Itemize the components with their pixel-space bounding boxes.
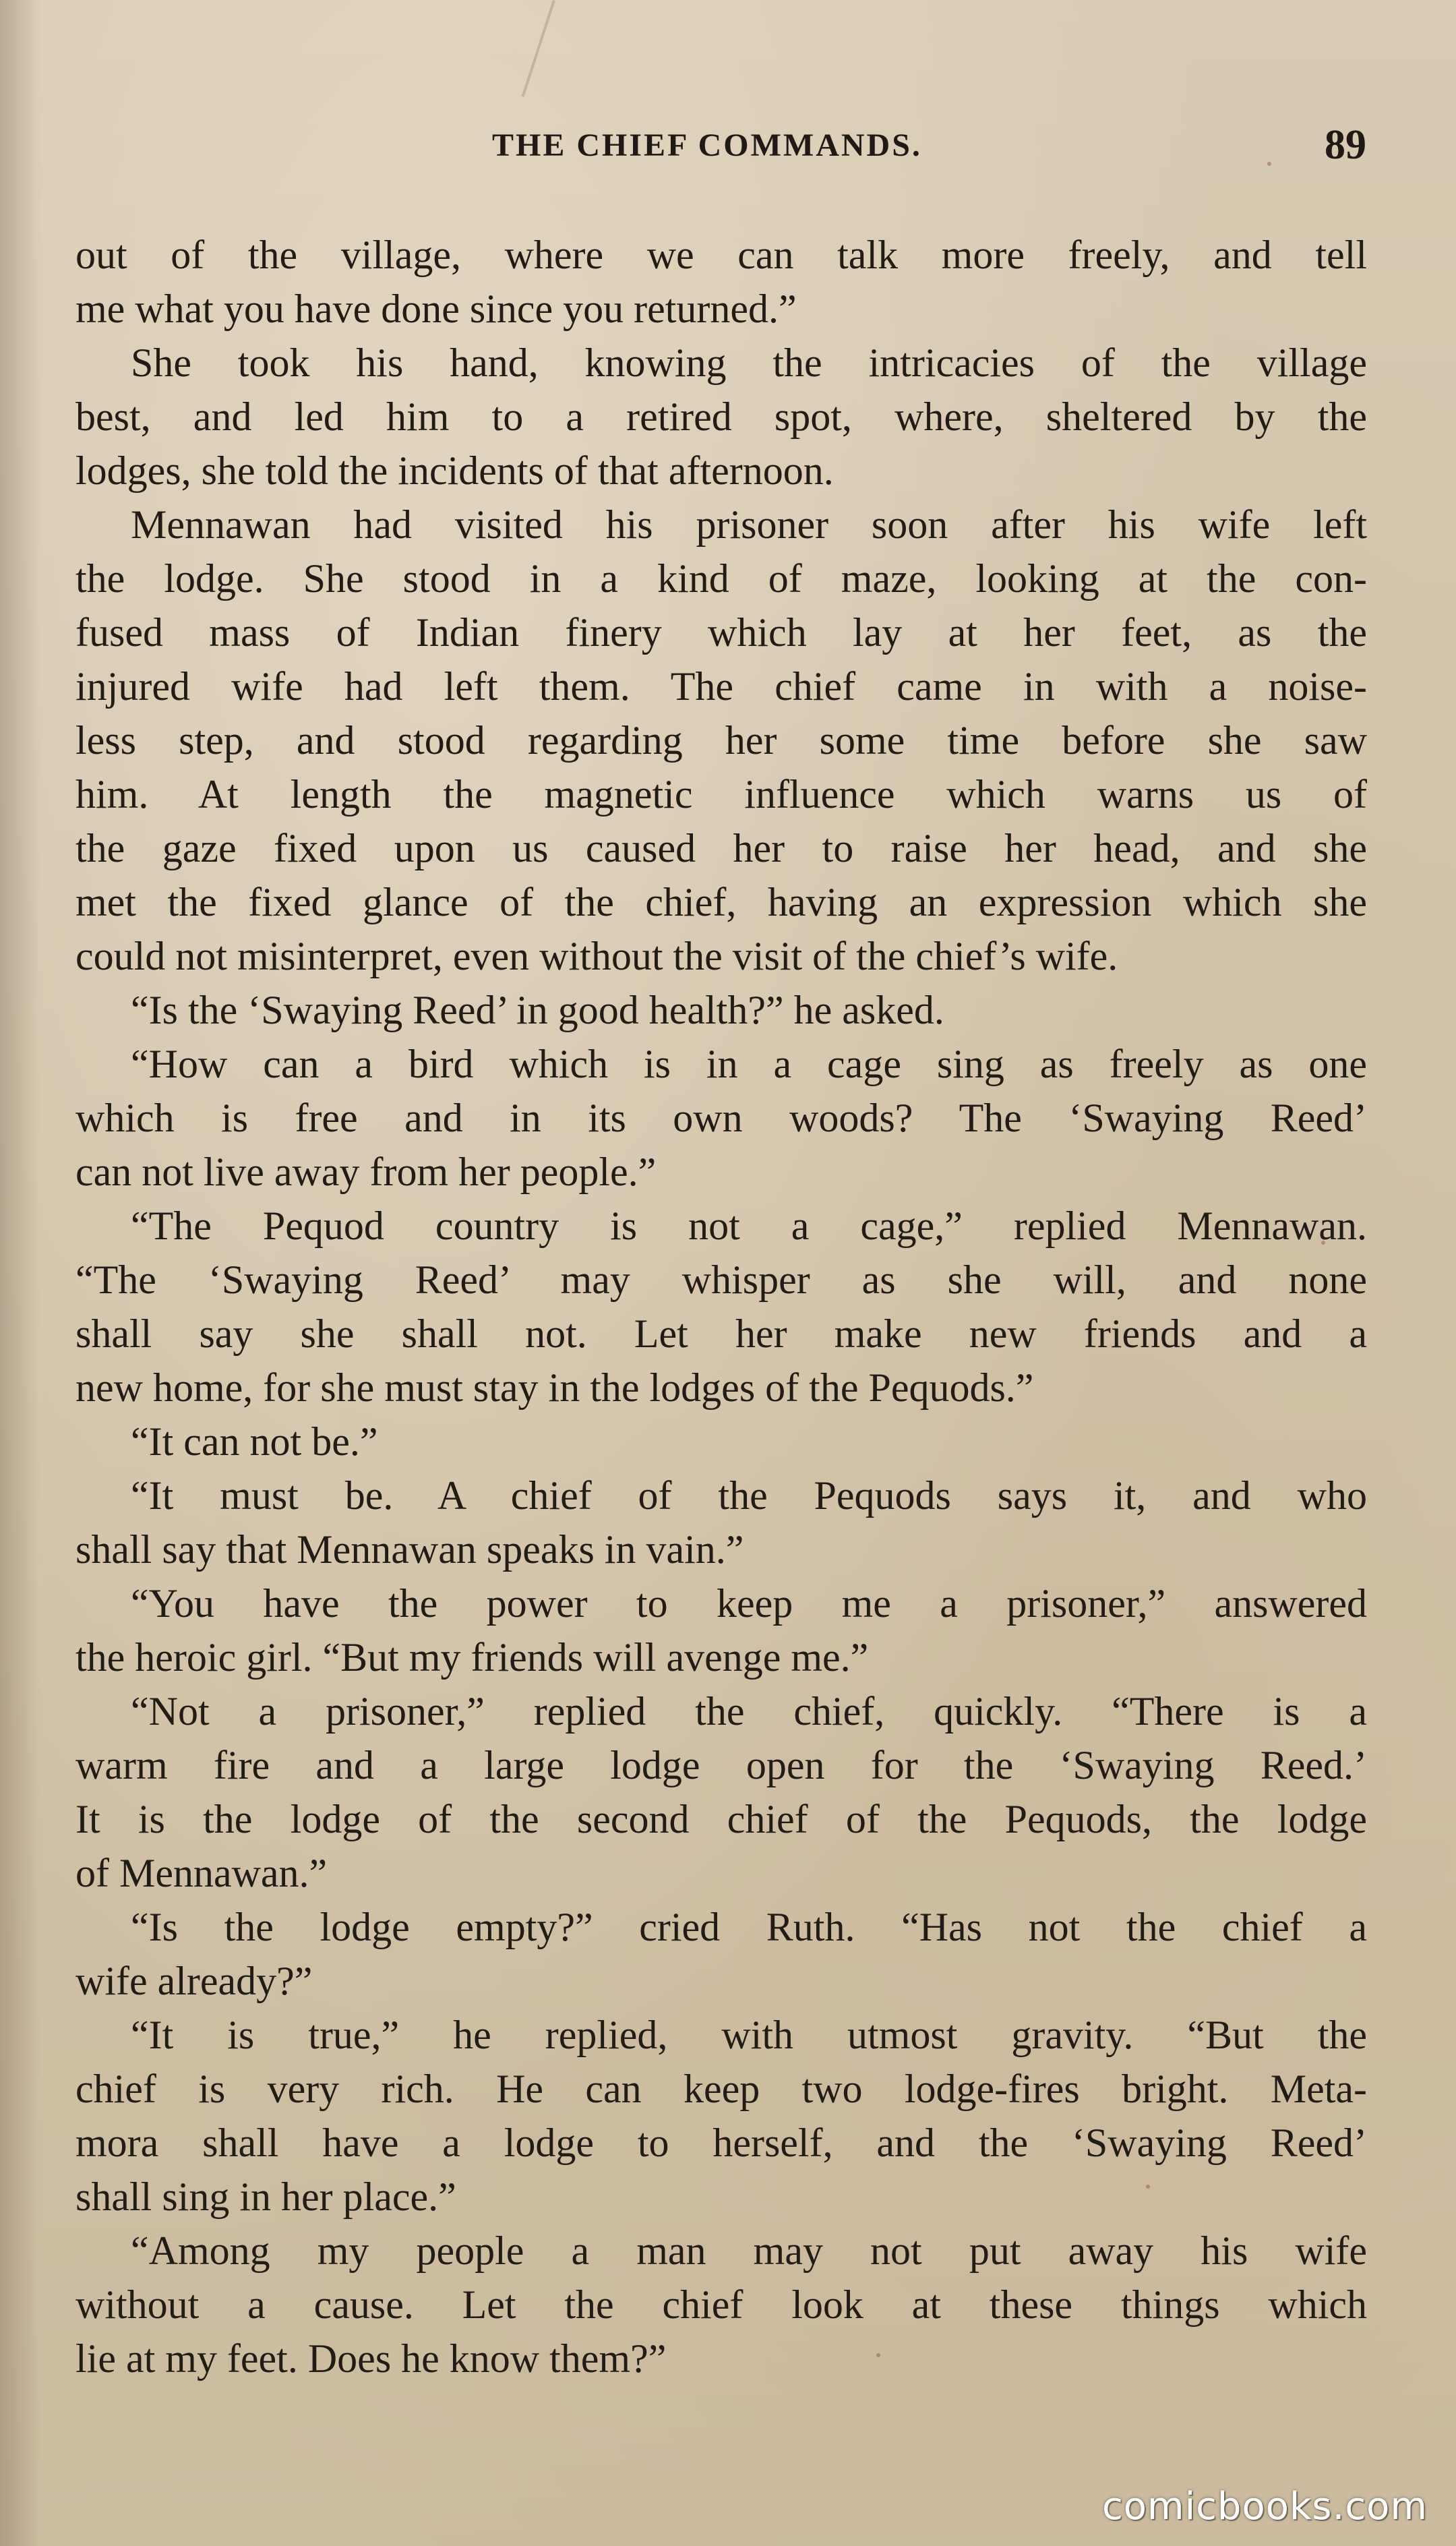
text-line: lodges, she told the incidents of that afternoon.	[75, 448, 834, 493]
text-line: “It is true,” he replied, with utmost gravity. “But the	[131, 2013, 1367, 2057]
text-line: “You have the power to keep me a prisoner,” answered	[131, 1581, 1367, 1626]
text-line: could not misinterpret, even without the visit of the chief’s wife.	[75, 934, 1118, 978]
text-line: “The Pequod country is not a cage,” replied Mennawan.	[131, 1204, 1367, 1248]
text-line: warm fire and a large lodge open for the ‘Swaying Reed.’	[75, 1743, 1367, 1787]
text-line: out of the village, where we can talk more freely, and tell	[75, 233, 1367, 277]
page-number: 89	[1325, 122, 1366, 168]
paper-speck	[1267, 162, 1271, 166]
text-line: “Among my people a man may not put away his wife	[131, 2228, 1367, 2273]
text-line: “Is the lodge empty?” cried Ruth. “Has not the chief a	[131, 1905, 1367, 1949]
text-line: the gaze fixed upon us caused her to raise her head, and she	[75, 826, 1367, 870]
text-line: chief is very rich. He can keep two lodge-fires bright. Meta-	[75, 2067, 1367, 2111]
text-line: “Not a prisoner,” replied the chief, quickly. “There is a	[131, 1689, 1367, 1734]
text-line: of Mennawan.”	[75, 1851, 328, 1895]
text-line: “How can a bird which is in a cage sing as freely as one	[131, 1042, 1367, 1086]
text-line: shall say she shall not. Let her make new friends and a	[75, 1311, 1367, 1356]
watermark: comicbooks.com	[1101, 2485, 1428, 2528]
text-line: him. At length the magnetic influence which warns us of	[75, 772, 1367, 817]
text-line: the heroic girl. “But my friends will avenge me.”	[75, 1635, 869, 1680]
paper-speck	[876, 2353, 880, 2357]
paper-speck	[1321, 1241, 1325, 1245]
text-line: “Is the ‘Swaying Reed’ in good health?” he asked.	[131, 988, 944, 1032]
text-line: “It can not be.”	[131, 1419, 378, 1464]
text-line: best, and led him to a retired spot, where, sheltered by the	[75, 394, 1367, 439]
page-edge-shadow	[0, 0, 40, 2546]
running-head	[0, 122, 1456, 174]
text-line: can not live away from her people.”	[75, 1150, 657, 1194]
text-line: shall sing in her place.”	[75, 2174, 456, 2219]
text-line: wife already?”	[75, 1959, 313, 2003]
text-line: which is free and in its own woods? The ‘Swaying Reed’	[75, 1096, 1367, 1140]
text-line: me what you have done since you returned.”	[75, 287, 797, 331]
text-line: injured wife had left them. The chief came in with a noise-	[75, 664, 1367, 709]
paper-speck	[1146, 2185, 1150, 2189]
body-text	[75, 228, 1367, 2386]
text-line: mora shall have a lodge to herself, and the ‘Swaying Reed’	[75, 2121, 1367, 2165]
text-line: It is the lodge of the second chief of the Pequods, the lodge	[75, 1797, 1367, 1841]
text-line: the lodge. She stood in a kind of maze, looking at the con-	[75, 556, 1367, 601]
text-line: “The ‘Swaying Reed’ may whisper as she will, and none	[75, 1257, 1367, 1302]
text-line: Mennawan had visited his prisoner soon after his wife left	[131, 502, 1367, 547]
text-line: She took his hand, knowing the intricacies of the village	[131, 341, 1367, 385]
text-line: fused mass of Indian finery which lay at her feet, as the	[75, 610, 1367, 655]
running-title: THE CHIEF COMMANDS.	[492, 127, 922, 163]
text-line: less step, and stood regarding her some time before she saw	[75, 718, 1367, 763]
text-line: lie at my feet. Does he know them?”	[75, 2336, 667, 2381]
text-line: without a cause. Let the chief look at these things which	[75, 2282, 1367, 2327]
text-line: shall say that Mennawan speaks in vain.”	[75, 1527, 744, 1572]
page-crease	[522, 0, 555, 97]
text-line: new home, for she must stay in the lodges of the Pequods.”	[75, 1365, 1034, 1410]
text-line: met the fixed glance of the chief, having an expression which she	[75, 880, 1367, 924]
text-line: “It must be. A chief of the Pequods says it, and who	[131, 1473, 1367, 1518]
